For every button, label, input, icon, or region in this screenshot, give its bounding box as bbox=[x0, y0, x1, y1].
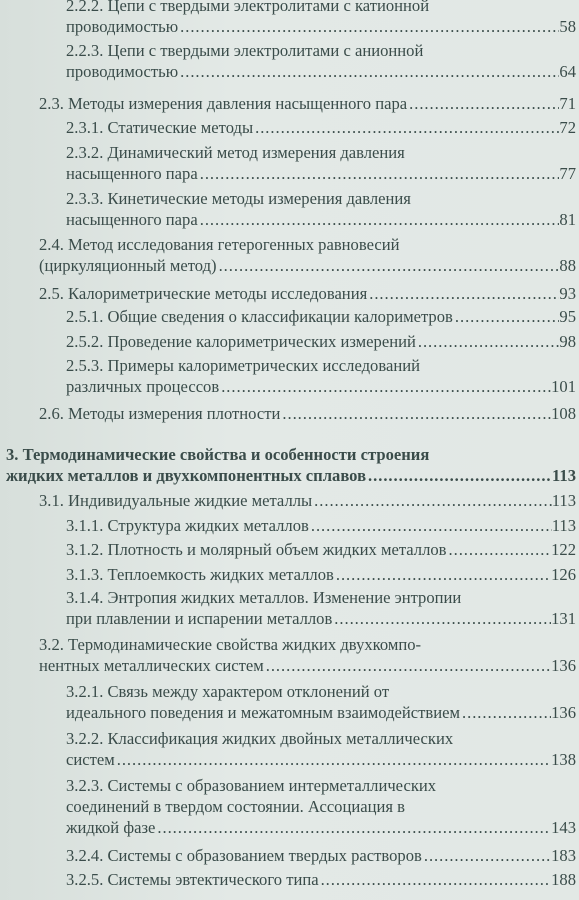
toc-entry-page: 101 bbox=[551, 377, 576, 396]
toc-entry bbox=[66, 728, 576, 770]
toc-entry-page: 136 bbox=[551, 656, 576, 675]
toc-entry-page: 77 bbox=[559, 164, 576, 183]
toc-entry-page: 108 bbox=[551, 404, 576, 423]
toc-entry-title: 3.2. Термодинамические свойства жидких двухкомпо- bbox=[39, 635, 422, 654]
dot-leader bbox=[312, 490, 552, 511]
dot-leader bbox=[309, 515, 552, 536]
toc-entry-title: 2.4. Метод исследования гетерогенных равновесий bbox=[39, 235, 400, 254]
toc-entry-page: 113 bbox=[552, 466, 576, 485]
toc-entry-page: 136 bbox=[551, 703, 576, 722]
toc-entry-page: 143 bbox=[551, 818, 576, 837]
toc-entry-title: проводимостью bbox=[66, 17, 179, 36]
toc-entry-title: 3.2.4. Системы с образованием твердых растворов bbox=[66, 846, 422, 865]
dot-leader bbox=[453, 306, 560, 327]
toc-entry-title: 2.3. Методы измерения давления насыщенного пара bbox=[39, 94, 408, 113]
toc-entry-page: 88 bbox=[559, 256, 576, 275]
toc-entry-page: 138 bbox=[551, 750, 576, 769]
toc-entry bbox=[39, 93, 576, 114]
toc-entry bbox=[66, 331, 576, 352]
dot-leader bbox=[407, 93, 559, 114]
toc-entry-title: 2.2.2. Цепи с твердыми электролитами с катионной bbox=[66, 0, 430, 15]
toc-entry-title: насыщенного пара bbox=[66, 164, 198, 183]
toc-entry-page: 183 bbox=[551, 846, 576, 865]
toc-entry bbox=[39, 403, 576, 424]
toc-entry-title: проводимостью bbox=[66, 62, 179, 81]
dot-leader bbox=[264, 655, 551, 676]
dot-leader bbox=[253, 117, 559, 138]
toc-entry-title: соединений в твердом состоянии. Ассоциация в bbox=[66, 797, 405, 816]
toc-entry-title: 2.5. Калориметрические методы исследования bbox=[39, 284, 368, 303]
dot-leader bbox=[280, 403, 551, 424]
toc-entry-page: 113 bbox=[551, 491, 576, 510]
toc-entry-title: 2.3.3. Кинетические методы измерения давления bbox=[66, 189, 411, 208]
toc-entry-page: 72 bbox=[559, 118, 576, 137]
toc-entry-title: 3.2.2. Классификация жидких двойных металлических bbox=[66, 729, 454, 748]
toc-entry-page: 131 bbox=[551, 609, 576, 628]
dot-leader bbox=[332, 608, 551, 629]
dot-leader bbox=[115, 749, 551, 770]
toc-entry bbox=[66, 355, 576, 397]
toc-entry-page: 98 bbox=[559, 332, 576, 351]
toc-entry-page: 126 bbox=[551, 565, 576, 584]
toc-entry-title: при плавлении и испарении металлов bbox=[66, 609, 333, 628]
toc-entry bbox=[66, 142, 576, 184]
toc-chapter-entry bbox=[6, 444, 576, 486]
toc-entry-title: 2.3.1. Статические методы bbox=[66, 118, 254, 137]
toc-entry-title: 2.2.3. Цепи с твердыми электролитами с анионной bbox=[66, 41, 424, 60]
toc-entry-title: 3.1.3. Теплоемкость жидких металлов bbox=[66, 565, 334, 584]
toc-entry bbox=[39, 634, 576, 676]
toc-entry-title: 3. Термодинамические свойства и особенности строения bbox=[6, 445, 430, 464]
toc-entry-page: 122 bbox=[551, 540, 576, 559]
toc-entry bbox=[39, 283, 576, 304]
toc-entry bbox=[39, 490, 576, 511]
toc-entry bbox=[66, 306, 576, 327]
toc-entry bbox=[66, 515, 576, 536]
toc-entry-title: жидкой фазе bbox=[66, 818, 156, 837]
dot-leader bbox=[319, 869, 552, 890]
toc-entry-title: 3.1.2. Плотность и молярный объем жидких металлов bbox=[66, 540, 447, 559]
dot-leader bbox=[422, 845, 551, 866]
dot-leader bbox=[178, 16, 559, 37]
toc-entry-title: 2.5.1. Общие сведения о классификации калориметров bbox=[66, 307, 453, 326]
dot-leader bbox=[178, 61, 559, 82]
toc-entry-page: 95 bbox=[559, 307, 576, 326]
toc-entry-page: 71 bbox=[559, 94, 576, 113]
toc-entry-page: 113 bbox=[551, 516, 576, 535]
toc-entry-title: нентных металлических систем bbox=[39, 656, 264, 675]
toc-entry-page: 58 bbox=[559, 17, 576, 36]
toc-entry-title: жидких металлов и двухкомпонентных сплавов bbox=[6, 466, 367, 485]
toc-entry-title: насыщенного пара bbox=[66, 210, 198, 229]
toc-entry bbox=[66, 775, 576, 838]
toc-entry bbox=[66, 845, 576, 866]
dot-leader bbox=[217, 255, 560, 276]
toc-entry-title: 2.5.3. Примеры калориметрических исследований bbox=[66, 356, 420, 375]
toc-entry-title: 3.2.5. Системы эвтектического типа bbox=[66, 870, 319, 889]
dot-leader bbox=[198, 209, 560, 230]
toc-entry-title: 3.1.4. Энтропия жидких металлов. Изменение энтропии bbox=[66, 588, 462, 607]
toc-entry bbox=[66, 681, 576, 723]
dot-leader bbox=[447, 539, 552, 560]
toc-entry bbox=[66, 188, 576, 230]
dot-leader bbox=[416, 331, 560, 352]
toc-entry-title: 2.6. Методы измерения плотности bbox=[39, 404, 281, 423]
dot-leader bbox=[367, 283, 559, 304]
toc-entry-title: 2.3.2. Динамический метод измерения давления bbox=[66, 143, 405, 162]
toc-entry-title: 3.1.1. Структура жидких металлов bbox=[66, 516, 309, 535]
toc-entry bbox=[66, 0, 576, 37]
toc-entry-title: (циркуляционный метод) bbox=[39, 256, 217, 275]
toc-entry-title: различных процессов bbox=[66, 377, 220, 396]
toc-entry-page: 64 bbox=[559, 62, 576, 81]
dot-leader bbox=[155, 817, 551, 838]
toc-entry bbox=[66, 117, 576, 138]
toc-entry-title: 2.5.2. Проведение калориметрических измерений bbox=[66, 332, 416, 351]
toc-entry bbox=[66, 869, 576, 890]
dot-leader bbox=[460, 702, 551, 723]
toc-entry-title: 3.2.3. Системы с образованием интерметаллических bbox=[66, 776, 437, 795]
toc-entry-page: 81 bbox=[559, 210, 576, 229]
dot-leader bbox=[334, 564, 551, 585]
dot-leader bbox=[198, 163, 560, 184]
toc-entry bbox=[66, 564, 576, 585]
toc-entry-title: идеального поведения и межатомным взаимодействием bbox=[66, 703, 461, 722]
toc-entry-page: 188 bbox=[551, 870, 576, 889]
toc-entry-title: 3.1. Индивидуальные жидкие металлы bbox=[39, 491, 313, 510]
toc-entry bbox=[39, 234, 576, 276]
toc-entry bbox=[66, 40, 576, 82]
toc-entry bbox=[66, 587, 576, 629]
toc-entry bbox=[66, 539, 576, 560]
toc-entry-title: 3.2.1. Связь между характером отклонений от bbox=[66, 682, 390, 701]
toc-entry-title: систем bbox=[66, 750, 115, 769]
dot-leader bbox=[219, 376, 551, 397]
dot-leader bbox=[366, 465, 552, 486]
toc-entry-page: 93 bbox=[559, 284, 576, 303]
